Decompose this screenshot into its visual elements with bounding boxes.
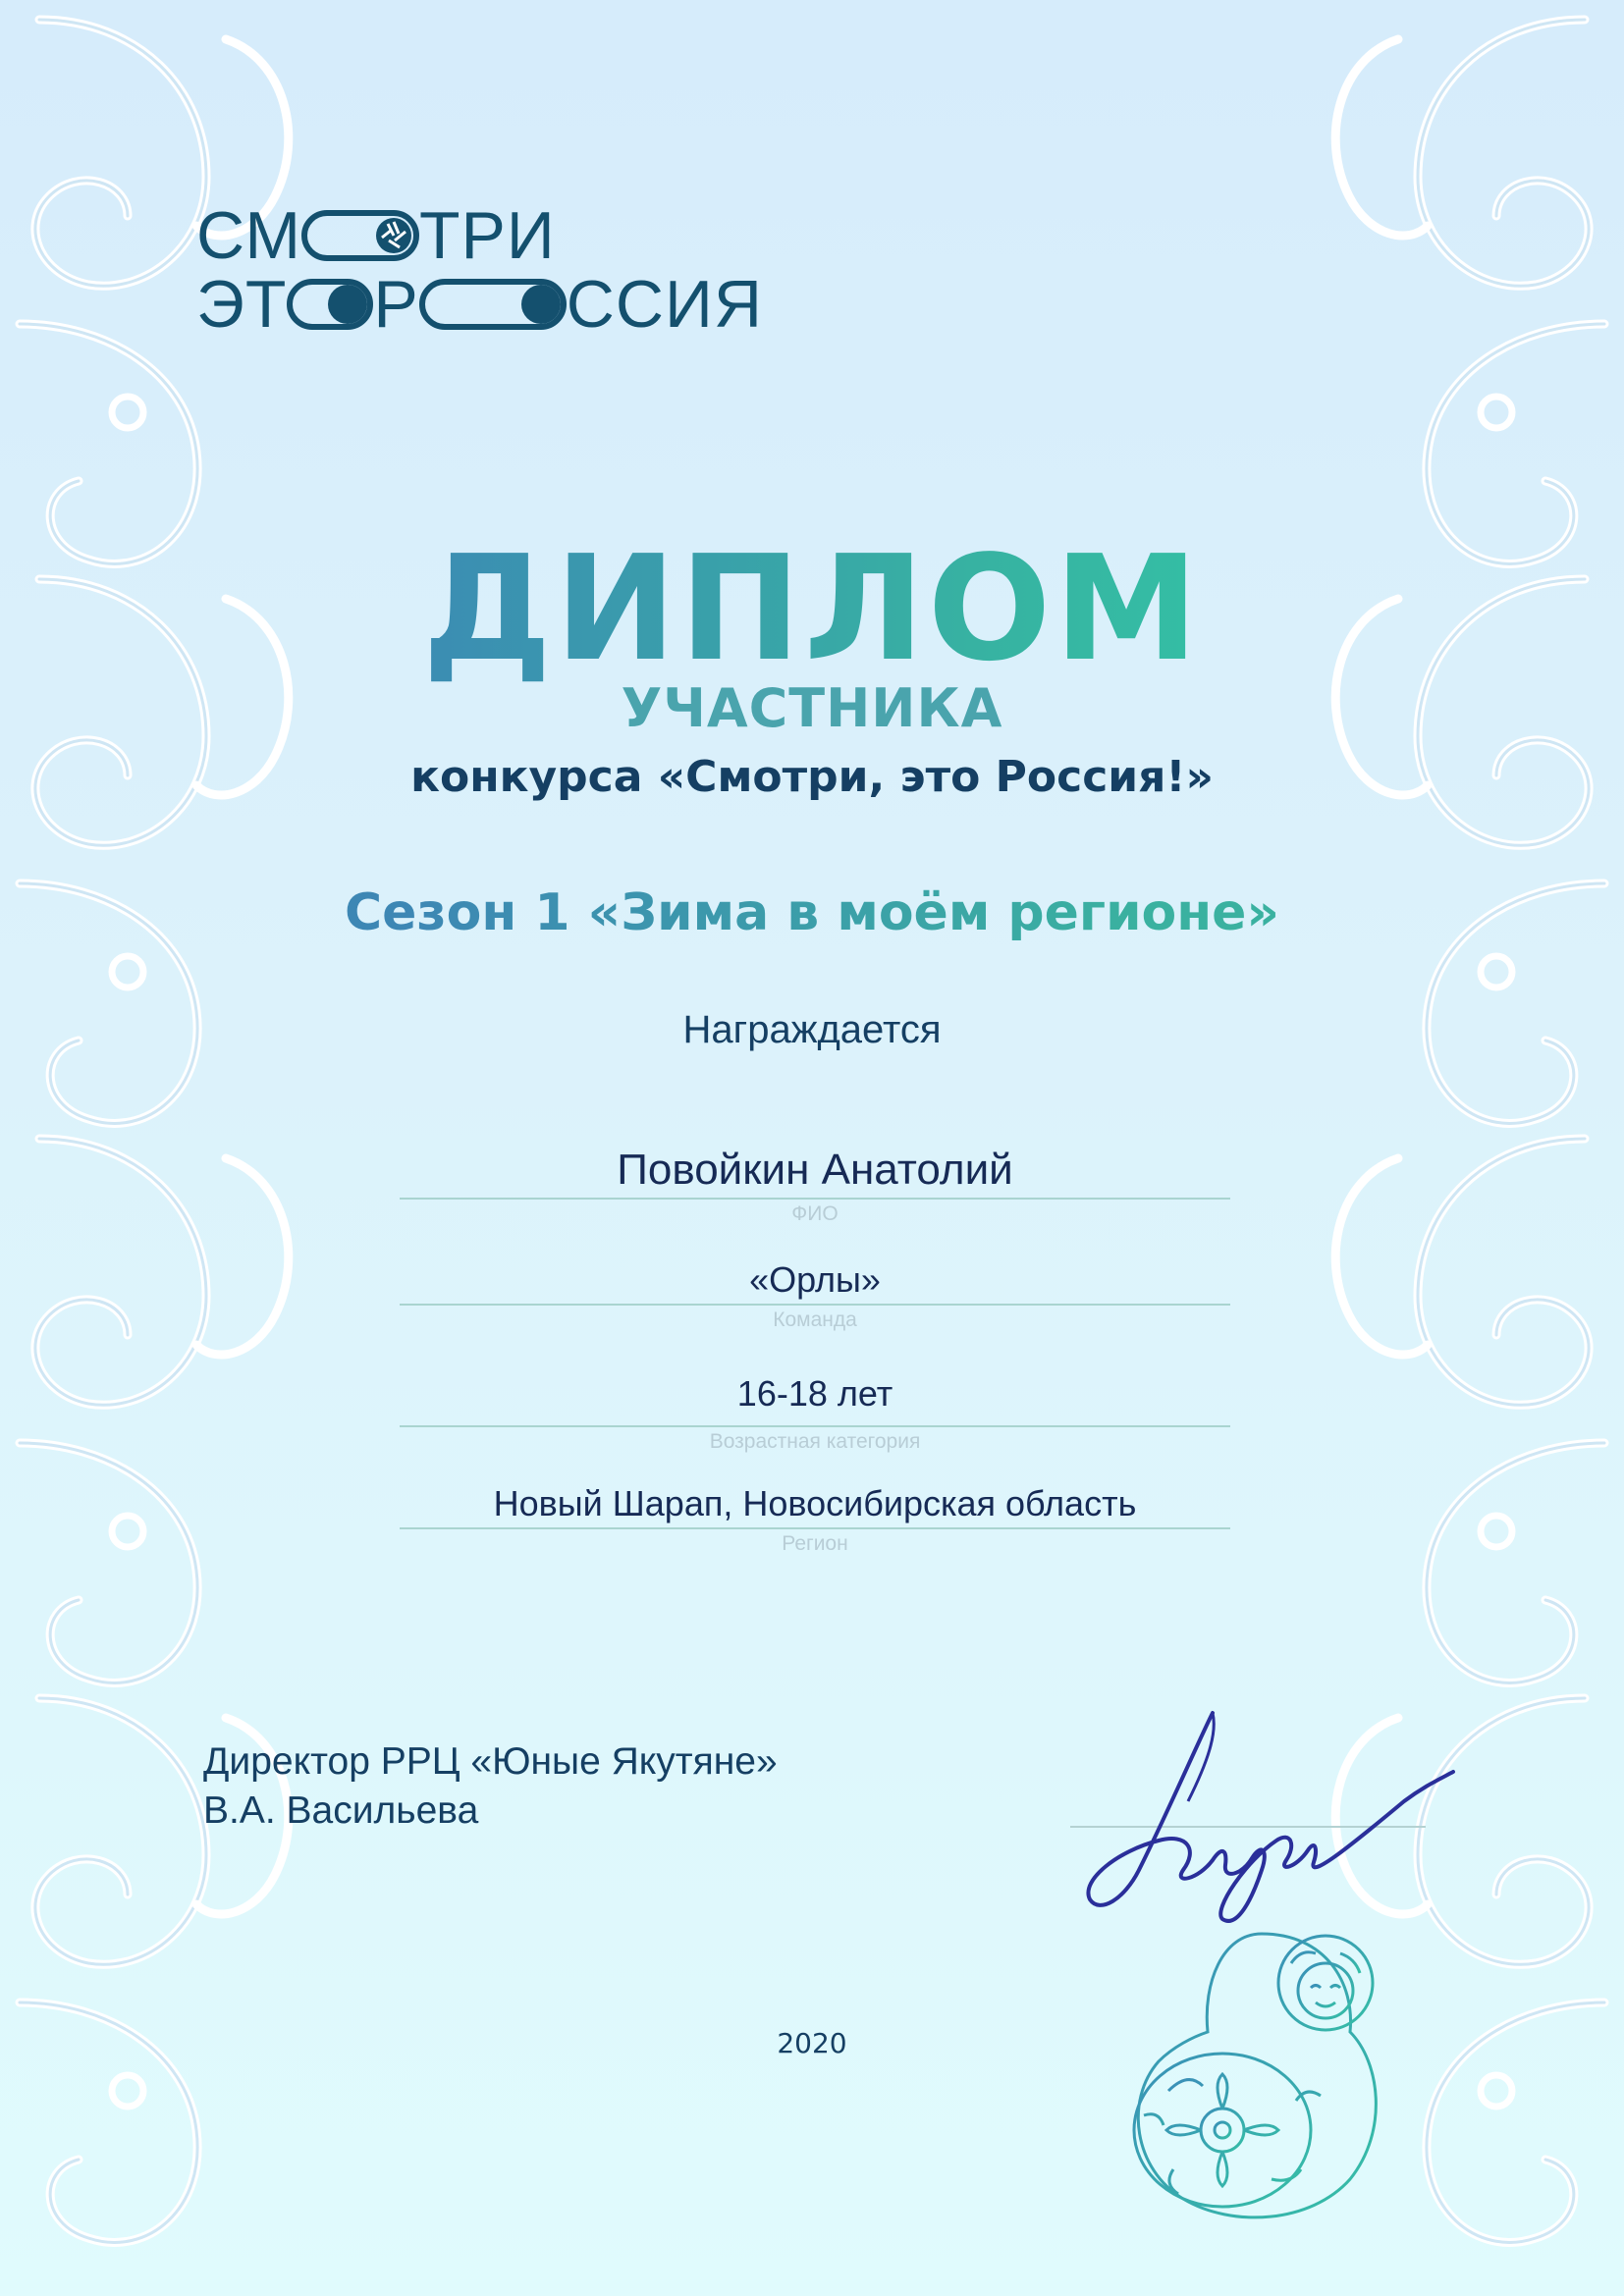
- field-age-category: [400, 1362, 1230, 1457]
- logo-line-1: [196, 198, 556, 273]
- field-fio: [400, 1143, 1230, 1229]
- field-region: [400, 1480, 1230, 1559]
- camera-aperture-icon: [301, 210, 419, 261]
- signatory-block: [203, 1737, 778, 1836]
- matryoshka-doll-icon: [1114, 1914, 1409, 2228]
- logo-text: Р: [373, 267, 419, 342]
- field-team: [400, 1256, 1230, 1335]
- field-value: «Орлы»: [749, 1259, 881, 1300]
- field-caption: Регион: [782, 1532, 848, 1555]
- field-value: Повойкин Анатолий: [617, 1146, 1013, 1194]
- logo-pill-shape: [287, 279, 373, 330]
- smotri-eto-rossiya-logo: [196, 198, 785, 342]
- field-value: Новый Шарап, Новосибирская область: [493, 1483, 1137, 1523]
- signatory-name: В.А. Васильева: [203, 1789, 479, 1832]
- field-caption: Команда: [773, 1308, 857, 1331]
- diploma-title: ДИПЛОМ: [0, 530, 1624, 687]
- awarded-label: Награждается: [682, 1008, 942, 1051]
- logo-pill-shape: [419, 279, 567, 330]
- field-caption: ФИО: [791, 1202, 839, 1225]
- season-name: Сезон 1 «Зима в моём регионе»: [0, 879, 1624, 947]
- year: 2020: [777, 2027, 847, 2059]
- logo-text: СМ: [196, 198, 301, 273]
- signatory-position: Директор РРЦ «Юные Якутяне»: [203, 1740, 778, 1783]
- field-value: 16-18 лет: [736, 1373, 893, 1414]
- diploma-subtitle: УЧАСТНИКА: [621, 677, 1003, 739]
- field-caption: Возрастная категория: [709, 1430, 921, 1453]
- ornament-border-left: [0, 0, 324, 2296]
- logo-text: ТРИ: [419, 198, 556, 273]
- signature: [1051, 1703, 1463, 1929]
- contest-name: конкурса «Смотри, это Россия!»: [410, 752, 1214, 802]
- logo-text: ЭТ: [196, 267, 288, 342]
- logo-text: ССИЯ: [566, 267, 763, 342]
- logo-line-2: [196, 267, 763, 342]
